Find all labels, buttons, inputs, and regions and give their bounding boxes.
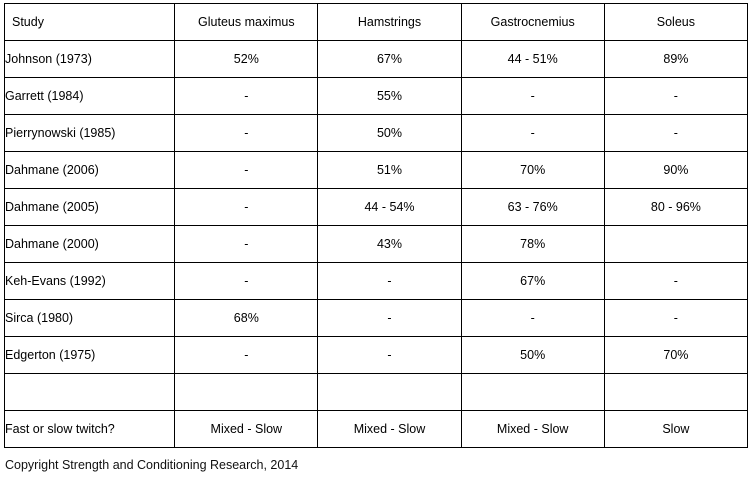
cell-study: Johnson (1973)	[5, 41, 175, 78]
cell-study: Edgerton (1975)	[5, 337, 175, 374]
table-row	[5, 263, 748, 300]
cell-hamstrings: 51%	[318, 152, 461, 189]
spacer-cell	[318, 374, 461, 411]
cell-hamstrings: 43%	[318, 226, 461, 263]
cell-soleus: 80 - 96%	[604, 189, 747, 226]
table-row	[5, 337, 748, 374]
cell-study: Pierrynowski (1985)	[5, 115, 175, 152]
column-header-study: Study	[5, 4, 175, 41]
cell-soleus: -	[604, 263, 747, 300]
cell-gluteus-maximus: -	[175, 189, 318, 226]
cell-soleus: -	[604, 115, 747, 152]
column-header-gluteus-maximus: Gluteus maximus	[175, 4, 318, 41]
cell-hamstrings: -	[318, 263, 461, 300]
cell-gastrocnemius: -	[461, 78, 604, 115]
table-row	[5, 115, 748, 152]
cell-gastrocnemius: 63 - 76%	[461, 189, 604, 226]
cell-hamstrings: -	[318, 337, 461, 374]
cell-gluteus-maximus: -	[175, 152, 318, 189]
table-spacer-row	[5, 374, 748, 411]
spacer-cell	[5, 374, 175, 411]
cell-gastrocnemius: -	[461, 115, 604, 152]
cell-hamstrings: -	[318, 300, 461, 337]
cell-hamstrings: 50%	[318, 115, 461, 152]
cell-gastrocnemius: -	[461, 300, 604, 337]
summary-label: Fast or slow twitch?	[5, 411, 175, 448]
muscle-fibre-type-table	[4, 3, 748, 448]
cell-gluteus-maximus: -	[175, 337, 318, 374]
cell-hamstrings: 55%	[318, 78, 461, 115]
cell-study: Garrett (1984)	[5, 78, 175, 115]
summary-soleus: Slow	[604, 411, 747, 448]
table-row	[5, 152, 748, 189]
cell-gluteus-maximus: -	[175, 115, 318, 152]
spacer-cell	[175, 374, 318, 411]
cell-study: Sirca (1980)	[5, 300, 175, 337]
cell-study: Keh-Evans (1992)	[5, 263, 175, 300]
table-row	[5, 41, 748, 78]
summary-hamstrings: Mixed - Slow	[318, 411, 461, 448]
cell-study: Dahmane (2005)	[5, 189, 175, 226]
column-header-hamstrings: Hamstrings	[318, 4, 461, 41]
cell-gluteus-maximus: 68%	[175, 300, 318, 337]
cell-hamstrings: 67%	[318, 41, 461, 78]
cell-hamstrings: 44 - 54%	[318, 189, 461, 226]
table-header-row	[5, 4, 748, 41]
cell-gluteus-maximus: -	[175, 78, 318, 115]
cell-gastrocnemius: 50%	[461, 337, 604, 374]
spacer-cell	[461, 374, 604, 411]
cell-soleus: 90%	[604, 152, 747, 189]
table-summary-row	[5, 411, 748, 448]
copyright-notice: Copyright Strength and Conditioning Research, 2014	[5, 458, 299, 472]
summary-gluteus-maximus: Mixed - Slow	[175, 411, 318, 448]
cell-soleus: -	[604, 300, 747, 337]
cell-soleus: 70%	[604, 337, 747, 374]
document-page	[0, 3, 751, 478]
cell-gastrocnemius: 78%	[461, 226, 604, 263]
cell-gluteus-maximus: -	[175, 226, 318, 263]
table-row	[5, 189, 748, 226]
cell-gluteus-maximus: -	[175, 263, 318, 300]
table-row	[5, 226, 748, 263]
summary-gastrocnemius: Mixed - Slow	[461, 411, 604, 448]
column-header-gastrocnemius: Gastrocnemius	[461, 4, 604, 41]
cell-gluteus-maximus: 52%	[175, 41, 318, 78]
cell-study: Dahmane (2000)	[5, 226, 175, 263]
cell-gastrocnemius: 44 - 51%	[461, 41, 604, 78]
cell-gastrocnemius: 67%	[461, 263, 604, 300]
table-row	[5, 78, 748, 115]
cell-study: Dahmane (2006)	[5, 152, 175, 189]
column-header-soleus: Soleus	[604, 4, 747, 41]
cell-soleus	[604, 226, 747, 263]
cell-gastrocnemius: 70%	[461, 152, 604, 189]
spacer-cell	[604, 374, 747, 411]
cell-soleus: 89%	[604, 41, 747, 78]
cell-soleus: -	[604, 78, 747, 115]
table-row	[5, 300, 748, 337]
